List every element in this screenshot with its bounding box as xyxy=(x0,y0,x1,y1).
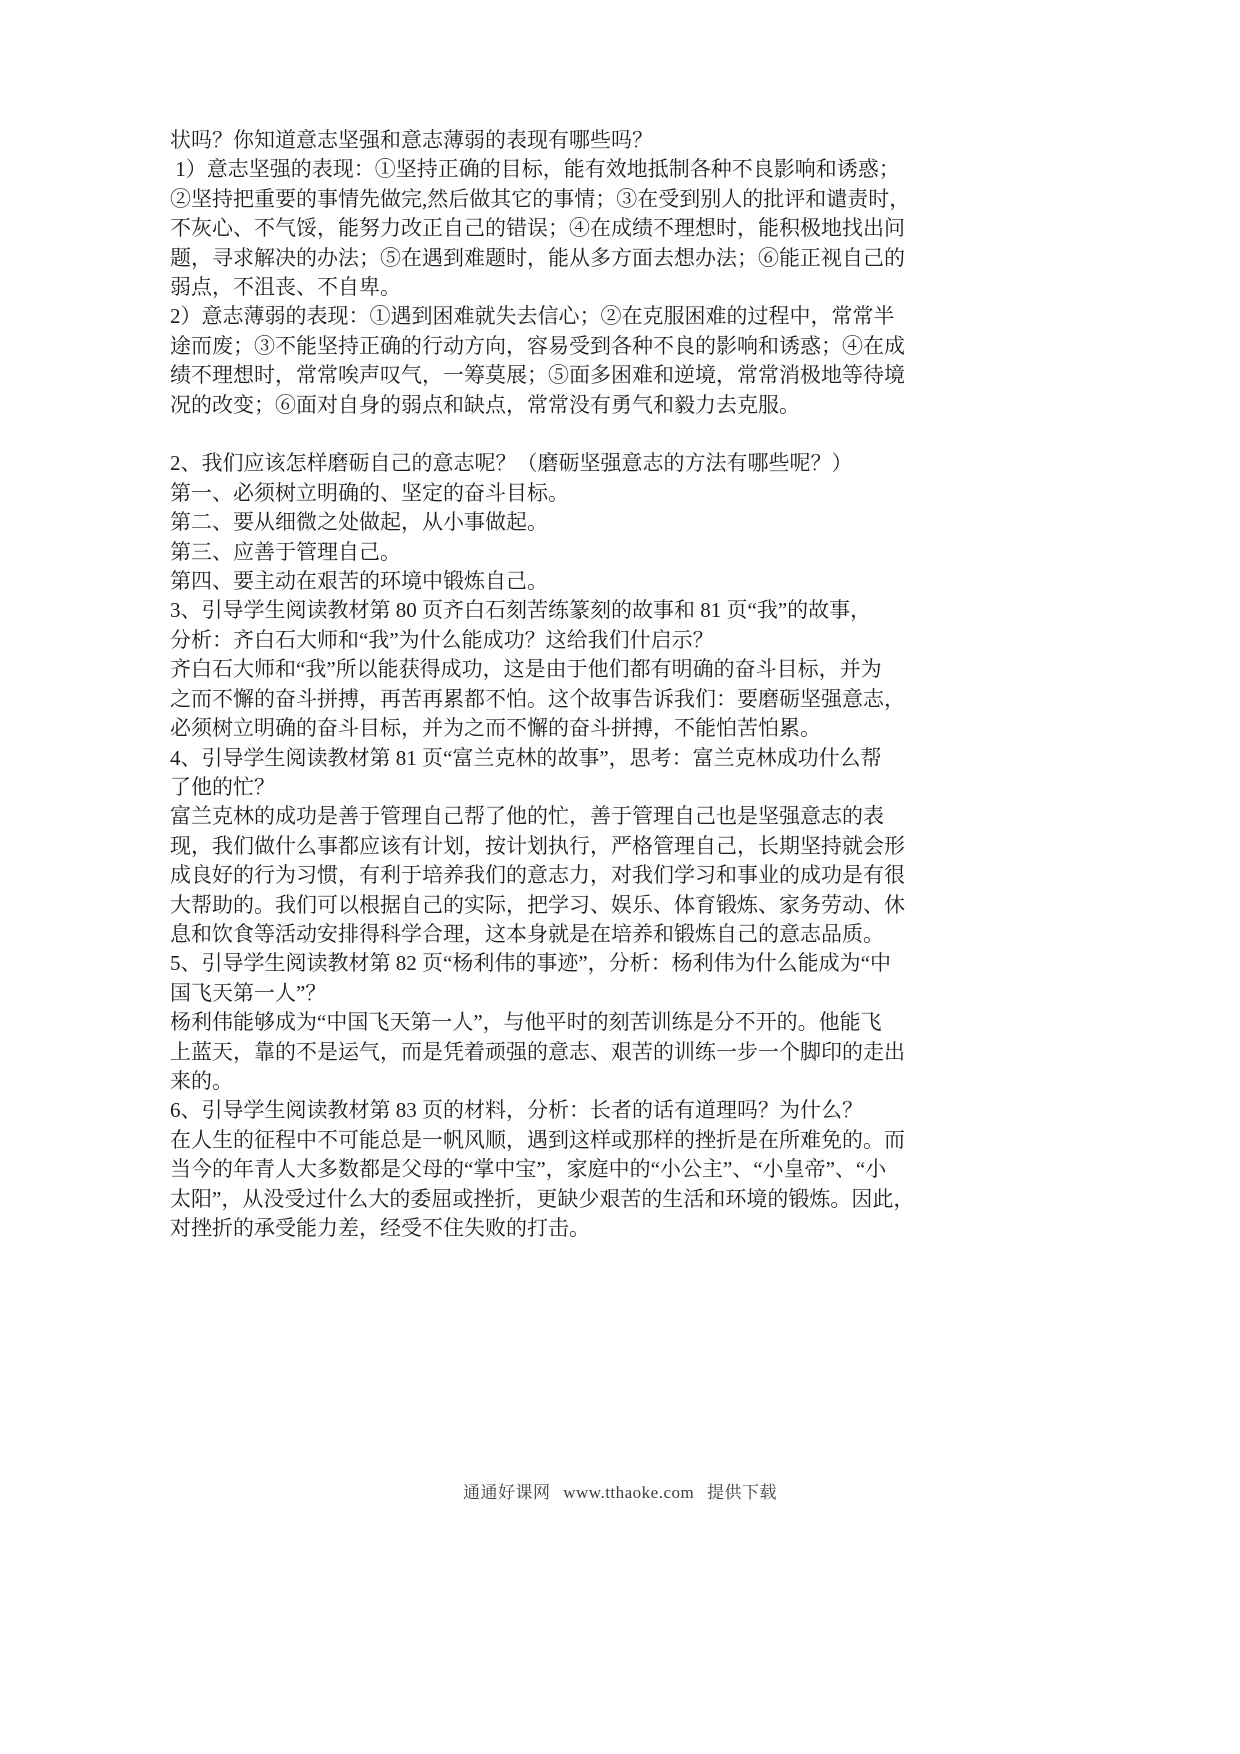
text-line: 当今的年青人大多数都是父母的“掌中宝”，家庭中的“小公主”、“小皇帝”、“小 xyxy=(170,1157,887,1182)
text-line: 息和饮食等活动安排得科学合理，这本身就是在培养和锻炼自己的意志品质。 xyxy=(170,921,884,946)
text-line: 况的改变；⑥面对自身的弱点和缺点，常常没有勇气和毅力去克服。 xyxy=(170,392,800,417)
text-line: 第三、应善于管理自己。 xyxy=(170,539,401,564)
text-line: 分析：齐白石大师和“我”为什么能成功？这给我们什启示？ xyxy=(170,627,714,652)
text-line: 第一、必须树立明确的、坚定的奋斗目标。 xyxy=(170,480,569,505)
document-body xyxy=(170,126,948,1243)
footer-note: 提供下载 xyxy=(707,1483,778,1502)
text-line: ②坚持把重要的事情先做完,然后做其它的事情；③在受到别人的批评和谴责时， xyxy=(170,186,911,211)
text-line: 富兰克林的成功是善于管理自己帮了他的忙，善于管理自己也是坚强意志的表 xyxy=(170,804,884,829)
text-line: 了他的忙？ xyxy=(170,774,275,799)
text-line: 成良好的行为习惯，有利于培养我们的意志力，对我们学习和事业的成功是有很 xyxy=(170,863,905,888)
text-line: 4、引导学生阅读教材第 81 页“富兰克林的故事”，思考：富兰克林成功什么帮 xyxy=(170,745,882,770)
text-line: 齐白石大师和“我”所以能获得成功，这是由于他们都有明确的奋斗目标，并为 xyxy=(170,657,882,682)
text-line: 状吗？你知道意志坚强和意志薄弱的表现有哪些吗？ xyxy=(170,128,653,152)
text-line: 1）意志坚强的表现：①坚持正确的目标，能有效地抵制各种不良影响和诱惑； xyxy=(170,157,900,182)
text-line: 弱点，不沮丧、不自卑。 xyxy=(170,275,401,300)
text-line: 2）意志薄弱的表现：①遇到困难就失去信心；②在克服困难的过程中，常常半 xyxy=(170,304,895,329)
text-line: 在人生的征程中不可能总是一帆风顺，遇到这样或那样的挫折是在所难免的。而 xyxy=(170,1127,905,1152)
footer-site-name: 通通好课网 xyxy=(462,1483,551,1502)
page-footer xyxy=(0,1478,1240,1503)
text-line: 来的。 xyxy=(170,1068,233,1093)
text-line: 不灰心、不气馁，能努力改正自己的错误；④在成绩不理想时，能积极地找出问 xyxy=(170,216,905,241)
text-line: 太阳”，从没受过什么大的委屈或挫折，更缺少艰苦的生活和环境的锻炼。因此， xyxy=(170,1186,915,1211)
text-line: 题，寻求解决的办法；⑤在遇到难题时，能从多方面去想办法；⑥能正视自己的 xyxy=(170,245,905,270)
text-line: 上蓝天，靠的不是运气，而是凭着顽强的意志、艰苦的训练一步一个脚印的走出 xyxy=(170,1039,905,1064)
footer-url: www.tthaoke.com xyxy=(563,1483,695,1502)
text-line: 之而不懈的奋斗拼搏，再苦再累都不怕。这个故事告诉我们：要磨砺坚强意志， xyxy=(170,686,905,711)
text-line: 第二、要从细微之处做起，从小事做起。 xyxy=(170,510,548,535)
text-line: 国飞天第一人”？ xyxy=(170,980,327,1005)
text-line: 途而废；③不能坚持正确的行动方向，容易受到各种不良的影响和诱惑；④在成 xyxy=(170,333,905,358)
text-line: 杨利伟能够成为“中国飞天第一人”，与他平时的刻苦训练是分不开的。他能飞 xyxy=(170,1010,882,1035)
text-line: 2、我们应该怎样磨砺自己的意志呢？（磨砺坚强意志的方法有哪些呢？） xyxy=(170,451,853,476)
text-line: 5、引导学生阅读教材第 82 页“杨利伟的事迹”，分析：杨利伟为什么能成为“中 xyxy=(170,951,891,976)
text-line: 现，我们做什么事都应该有计划，按计划执行，严格管理自己，长期坚持就会形 xyxy=(170,833,905,858)
text-line: 3、引导学生阅读教材第 80 页齐白石刻苦练篆刻的故事和 81 页“我”的故事， xyxy=(170,598,872,623)
text-line: 6、引导学生阅读教材第 83 页的材料，分析：长者的话有道理吗？为什么？ xyxy=(170,1098,863,1123)
blank-line xyxy=(170,420,948,449)
text-line: 大帮助的。我们可以根据自己的实际，把学习、娱乐、体育锻炼、家务劳动、休 xyxy=(170,892,905,917)
text-line: 第四、要主动在艰苦的环境中锻炼自己。 xyxy=(170,569,548,594)
text-line: 必须树立明确的奋斗目标，并为之而不懈的奋斗拼搏，不能怕苦怕累。 xyxy=(170,716,821,741)
text-line: 对挫折的承受能力差，经受不住失败的打击。 xyxy=(170,1216,590,1241)
text-line: 绩不理想时，常常唉声叹气，一筹莫展；⑤面多困难和逆境，常常消极地等待境 xyxy=(170,363,905,388)
